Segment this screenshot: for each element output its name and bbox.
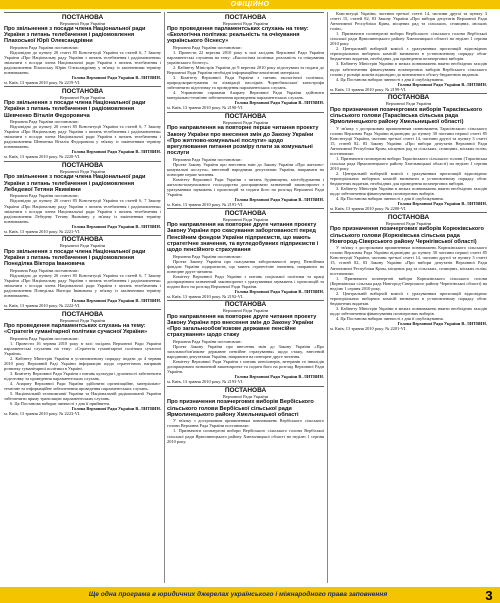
resolution-paragraph: 4. Ця Постанова набирає чинності з дня її опублікування. bbox=[336, 196, 444, 202]
resolution-heading: Про направлення на повторне друге читання проекту Закону України про внесення змін до Закону України «Про загальнообов'язкове державне пенсійне страхування» щодо стажу bbox=[167, 313, 317, 339]
resolution-issuer: Верховної Ради України bbox=[385, 101, 432, 107]
resolution-signature: Голова Верховної Ради України В. ЛИТВИН. bbox=[397, 81, 487, 87]
resolution-heading: Про звільнення з посади члена Національної ради України з питань телебачення і радіомовлення Понеділка Віктора Івановича bbox=[4, 248, 146, 268]
resolution-paragraph: У зв'язку з достроковим припиненням повноважень Вербіського сільського голови Верховна Рада України постановляє: bbox=[167, 418, 324, 429]
column-3 bbox=[330, 11, 487, 585]
resolution-paragraph: 2. Кабінету Міністрів України в установленому порядку подати до 4 червня 2010 року Верховній Раді України інформацію щодо стратегічних напрямів розвитку гуманітарної політики в Україні. bbox=[4, 355, 161, 372]
resolution-signature: Голова Верховної Ради України В. ЛИТВИН. bbox=[397, 201, 487, 207]
resolution-place-date: м. Київ, 13 травня 2010 року. № 2220-VI. bbox=[4, 154, 81, 160]
column-2 bbox=[167, 11, 324, 585]
resolution-title: ПОСТАНОВА bbox=[387, 213, 430, 221]
resolution-paragraph: 3. Комітету Верховної Ради України з питань екологічної політики, природокористування та ліквідації наслідків Чорнобильської катастрофи забезпечити підготовку та проведення парламентських слухань. bbox=[167, 75, 324, 91]
resolution-article bbox=[330, 212, 487, 331]
resolution-paragraph: Конституції України, частини третьої статті 14, частини другої та пункту 3 статті 15, статей 82, 83 Закону України «Про вибори депутатів Верховної Ради Автономної Республіки Крим, місцевих рад та сільських, селищних, міських голів». bbox=[330, 11, 487, 32]
resolution-issuer: Верховної Ради України bbox=[222, 120, 269, 125]
resolution-article bbox=[4, 235, 161, 308]
resolution-paragraph: 1. Призначити позачергові вибори Вербіського сільського голови Вербіської сільської ради Ярмолинецького району Хмельницької області на неділю 1 серпня 2010 року. bbox=[330, 31, 487, 47]
resolution-paragraph: Проект Закону України про внесення змін до Закону України «Про загальнообов'язкове державне пенсійне страхування» щодо стажу, внесений народними депутатами України, направити на повторне друге читання. bbox=[167, 344, 324, 360]
resolution-paragraph: 1. Призначити позачергові вибори Вербіського сільського голови Вербіської сільської ради Ярмолинецького району Хмельницької області на неділю 1 серпня 2010 року. bbox=[167, 428, 324, 444]
resolution-article bbox=[167, 112, 324, 208]
footer-bar bbox=[0, 587, 500, 603]
resolution-title: ПОСТАНОВА bbox=[61, 310, 104, 318]
resolution-issuer: Верховної Ради України bbox=[222, 216, 269, 222]
resolution-title: ПОСТАНОВА bbox=[224, 13, 267, 21]
resolution-paragraph: 1. Призначити позачергові вибори Корюківського сільського голови (Корюківська сільська рада Новгород-Сіверського району Чернігівської області) на неділю 1 серпня 2010 року. bbox=[330, 275, 487, 291]
resolution-paragraph: Верховна Рада України постановляє: bbox=[173, 253, 242, 259]
resolution-paragraph: 4. Апарату Верховної Ради України здійснити організаційне, матеріально-технічне та інформаційне забезпечення проведення парламентських слухань. bbox=[4, 381, 161, 392]
resolution-title: ПОСТАНОВА bbox=[224, 113, 267, 120]
resolution-article bbox=[4, 309, 161, 416]
resolution-signature: Голова Верховної Ради України В. ЛИТВИН. bbox=[71, 75, 161, 81]
resolution-paragraph: У зв'язку з достроковим припиненням повноважень Тарасівського сільського голови Верховна Рада України відповідно до пункту 30 частини першої статті 85 Конституції України, частини третьої статті 14, частини другої та пункту 3 статті 15, статей 82, 83 Закону України «Про вибори депутатів Верховної Ради Автономної Республіки Крим, місцевих рад та сільських, селищних, міських голів» постановляє: bbox=[330, 125, 487, 156]
resolution-issuer: Верховної Ради України bbox=[59, 317, 106, 323]
resolution-paragraph: Верховна Рада України постановляє: bbox=[10, 193, 79, 199]
page-number: 3 bbox=[485, 588, 493, 603]
resolution-issuer: Верховної Ради України bbox=[222, 308, 269, 314]
resolution-article bbox=[167, 386, 324, 444]
resolution-issuer: Верховної Ради України bbox=[385, 220, 432, 226]
resolution-paragraph: Верховна Рада України постановляє: bbox=[10, 119, 79, 125]
resolution-paragraph: Відповідно до пункту 20 статті 85 Конституції України та статей 6, 7 Закону України «Про Національну раду України з питань телебачення і радіомовлення» звільнити з посади члена Національної ради України з питань телебачення і радіомовлення Шевченка Віталія Федоровича у зв'язку із закінченням терміну повноважень. bbox=[4, 124, 161, 150]
resolution-paragraph: Відповідно до пункту 20 статті 85 Конституції України та статей 6, 7 Закону України «Про Національну раду України з питань телебачення і радіомовлення» звільнити з посади члена Національної ради України з питань телебачення і радіомовлення Лебедеву Тетяну Якимівну у зв'язку із закінченням терміну повноважень. bbox=[4, 198, 161, 224]
resolution-paragraph: 4. Управлінню справами Апарату Верховної Ради України здійснити матеріально-технічне забезпечення проведення парламентських слухань. bbox=[167, 90, 324, 101]
resolution-paragraph: Верховна Рада України постановляє: bbox=[173, 339, 242, 345]
resolution-paragraph: 2. Кабінету Міністрів України до 9 вересня 2010 року підготувати та подати до Верховної Ради України необхідні інформаційно-аналітичні матеріали. bbox=[167, 65, 324, 76]
resolution-signature: Голова Верховної Ради України В. ЛИТВИН. bbox=[71, 223, 161, 229]
resolution-paragraph: Верховна Рада України постановляє: bbox=[10, 335, 79, 341]
resolution-signature: Голова Верховної Ради України В. ЛИТВИН. bbox=[234, 374, 324, 380]
resolution-article bbox=[4, 86, 161, 159]
resolution-article bbox=[167, 208, 324, 299]
resolution-place-date: м. Київ, 13 травня 2010 року. № 2191-VI. bbox=[167, 202, 244, 208]
resolution-title: ПОСТАНОВА bbox=[61, 87, 104, 95]
resolution-paragraph: 2. Центральній виборчій комісії з урахуванням пропозицій відповідних територіальних виборчих комісій визначити в установленому порядку обсяг бюджетних видатків. bbox=[330, 290, 487, 306]
resolution-issuer: Верховної Ради України bbox=[59, 169, 106, 175]
columns bbox=[4, 11, 488, 585]
resolution-title: ПОСТАНОВА bbox=[387, 94, 430, 102]
resolution-signature: Голова Верховної Ради України В. ЛИТВИН. bbox=[234, 197, 324, 203]
section-label: ОФІЦІЙНО bbox=[230, 1, 270, 8]
resolution-paragraph: 3. Кабінету Міністрів України в межах повноважень вжити необхідних заходів щодо забезпечення фінансування позачергових виборів. bbox=[330, 305, 487, 316]
resolution-signature: Голова Верховної Ради України В. ЛИТВИН. bbox=[234, 288, 324, 294]
resolution-paragraph: 5. Національній телекомпанії України та Національній радіокомпанії України забезпечити пряму трансляцію парламентських слухань. bbox=[4, 391, 161, 402]
resolution-issuer: Верховної Ради України bbox=[59, 94, 106, 100]
resolution-article bbox=[330, 11, 487, 92]
resolution-paragraph: У зв'язку з достроковим припиненням повноважень Корюківського сільського голови Верховна Рада України відповідно до пункту 30 частини першої статті 85 Конституції України, частини третьої статті 14, частини другої та пункту 3 статті 15, статей 82, 83 Закону України «Про вибори депутатів Верховної Ради Автономної Республіки Крим, місцевих рад та сільських, селищних, міських голів» постановляє: bbox=[330, 245, 487, 276]
resolution-signature: Голова Верховної Ради України В. ЛИТВИН. bbox=[234, 100, 324, 106]
resolution-issuer: Верховної Ради України bbox=[222, 394, 269, 399]
resolution-issuer: Верховної Ради України bbox=[59, 20, 106, 26]
resolution-heading: Про направлення на повторне друге читання проекту Закону України про скасування заборгованості перед Пенсійним фондом України підприємств, що мають стратегічне значення, та вугледобувних підприємств і щодо пенсійного страхування bbox=[167, 222, 319, 253]
resolution-heading: Про призначення позачергових виборів Тарасівського сільського голови (Тарасівська сільська рада Ярмолинецького району Хмельницької області) bbox=[330, 106, 483, 126]
resolution-article bbox=[330, 93, 487, 212]
resolution-paragraph: Проект Закону України про скасування заборгованості перед Пенсійним фондом України підприємств, що мають стратегічне значення, направити на повторне друге читання. bbox=[167, 258, 324, 274]
resolution-paragraph: Верховна Рада України постановляє: bbox=[173, 156, 242, 162]
resolution-heading: Про проведення парламентських слухань на тему: «Екологічна політика: реальність та очікування українського біснесу» bbox=[167, 25, 309, 45]
resolution-paragraph: 2. Центральній виборчій комісії з урахуванням пропозицій відповідних територіальних виборчих комісій визначити в установленому порядку обсяг бюджетних видатків, необхідних для проведення позачергових виборів. bbox=[330, 171, 487, 187]
resolution-signature: Голова Верховної Ради України В. ЛИТВИН. bbox=[71, 297, 161, 303]
resolution-paragraph: Верховна Рада України постановляє: bbox=[10, 267, 79, 273]
resolution-paragraph: 3. Кабінету Міністрів України в межах повноважень вжити необхідних заходів щодо забезпечення фінансування позачергових виборів Вербіського сільського голови у розмірі коштів відповідно до визначеного обсягу бюджетних видатків. bbox=[330, 61, 487, 77]
resolution-paragraph: Комітету Верховної Ради України з питань будівництва, містобудування і житлово-комунального господарства доопрацювати зазначений законопроект з урахуванням зауважень і пропозицій та подати його на розгляд Верховної Ради України. bbox=[167, 176, 324, 198]
resolution-heading: Про призначення позачергових виборів Вербіського сільського голови Вербіської сільської ради Ярмолинецького району Хмельницької області bbox=[167, 399, 314, 418]
resolution-title: ПОСТАНОВА bbox=[61, 13, 104, 21]
resolution-paragraph: 3. Кабінету Міністрів України в межах повноважень вжити необхідних заходів щодо забезпечення фінансування позачергових виборів. bbox=[330, 186, 487, 197]
resolution-paragraph: 1. Провести 16 червня 2010 року в залі засідань Верховної Ради України парламентські слухання на тему: «Стратегія гуманітарної політики сучасної України». bbox=[4, 340, 161, 356]
resolution-place-date: м. Київ, 13 травня 2010 року. № 2222-VI. bbox=[4, 303, 81, 309]
resolution-heading: Про звільнення з посади члена Національної ради України з питань телебачення і радіомовлення Шевченко Віталія Федоровича bbox=[4, 100, 146, 119]
resolution-paragraph: Відповідно до пункту 20 статті 85 Конституції України та статей 6, 7 Закону України «Про Національну раду України з питань телебачення і радіомовлення» звільнити з посади члена Національної ради України з питань телебачення і радіомовлення Плахоську Юрію Олександрівну у зв'язку із закінченням терміну повноважень. bbox=[4, 49, 161, 76]
resolution-paragraph: 4. Ця Постанова набирає чинності з дня її опублікування. bbox=[336, 315, 444, 321]
resolution-place-date: м. Київ, 13 травня 2010 року. № 2219-VI. bbox=[4, 80, 81, 86]
resolution-paragraph: Комітету Верховної Ради України з питань пенсіонерів, ветеранів та інвалідів доопрацювати зазначений законопроект та подати його на розгляд Верховної Ради України. bbox=[167, 359, 324, 375]
resolution-heading: Про направлення на повторне перше читання проекту Закону України про внесення змін до Закону України «Про житлово-комунальні послуги» щодо врегулювання питання розміру плати за комунальні послуги bbox=[167, 125, 319, 157]
resolution-title: ПОСТАНОВА bbox=[61, 236, 104, 244]
resolution-paragraph: Верховна Рада України постановляє: bbox=[10, 44, 79, 50]
resolution-place-date: м. Київ, 13 травня 2010 року. № 2193-VI. bbox=[167, 379, 244, 385]
resolution-article bbox=[4, 12, 161, 85]
footer-slogan: Ще одна програма в юридичних джерелах українського і міжнародного права заповнення bbox=[88, 591, 388, 598]
resolution-place-date: м. Київ, 13 травня 2010 року. № 2201-VI. bbox=[330, 326, 407, 332]
resolution-title: ПОСТАНОВА bbox=[224, 209, 267, 217]
resolution-article bbox=[4, 161, 161, 234]
resolution-place-date: м. Київ, 13 травня 2010 року. № 2190-VI. bbox=[167, 105, 244, 111]
resolution-article bbox=[167, 300, 324, 385]
resolution-paragraph: 6. Ця Постанова набирає чинності з дня її прийняття. bbox=[10, 401, 110, 407]
resolution-heading: Про звільнення з посади члена Національної ради України з питань телебачення і радіомовлення Плахоської Юрії Олександрівни bbox=[4, 25, 146, 45]
resolution-place-date: м. Київ, 13 травня 2010 року. № 2192-VI. bbox=[167, 293, 244, 299]
resolution-paragraph: 1. Призначити позачергові вибори Тарасівського сільського голови (Тарасівська сільська рада Ярмолинецького району Хмельницької області) на неділю 1 серпня 2010 року. bbox=[330, 155, 487, 172]
resolution-paragraph: Комітету Верховної Ради України з питань соціальної політики та праці доопрацювати зазначений законопроект з урахуванням зауважень і пропозицій та подати його на розгляд Верховної Ради України. bbox=[167, 273, 324, 289]
resolution-paragraph: Відповідно до пункту 20 статті 85 Конституції України та статей 6, 7 Закону України «Про Національну раду України з питань телебачення і радіомовлення» звільнити з посади члена Національної ради України з питань телебачення і радіомовлення Понеділка Віктора Івановича у зв'язку із закінченням терміну повноважень. bbox=[4, 272, 161, 298]
column-1 bbox=[4, 11, 161, 585]
resolution-issuer: Верховної Ради України bbox=[59, 243, 106, 249]
resolution-place-date: м. Київ, 13 травня 2010 року. № 2223-VI. bbox=[4, 411, 81, 417]
resolution-place-date: м. Київ, 13 травня 2010 року. № 2199-VI. bbox=[330, 86, 407, 92]
resolution-heading: Про проведення парламентських слухань на тему: «Стратегія гуманітарної політики сучасної України» bbox=[4, 322, 148, 336]
resolution-place-date: м. Київ, 13 травня 2010 року. № 2200-VI. bbox=[330, 206, 407, 212]
resolution-paragraph: 2. Центральній виборчій комісії з урахуванням пропозицій відповідних територіальних виборчих комісій визначити в установленому порядку обсяг бюджетних видатків, необхідних для проведення позачергових виборів. bbox=[330, 46, 487, 62]
resolution-paragraph: 4. Ця Постанова набирає чинності з дня її опублікування. bbox=[336, 76, 444, 82]
resolution-signature: Голова Верховної Ради України В. ЛИТВИН. bbox=[71, 149, 161, 155]
resolution-paragraph: 3. Комітету Верховної Ради України з питань культури і духовності забезпечити підготовку та проведення парламентських слухань. bbox=[4, 371, 161, 382]
resolution-paragraph: Проект Закону України про внесення змін до Закону України «Про житлово-комунальні послуги», внесений народними депутатами України, направити на повторне перше читання. bbox=[167, 161, 324, 177]
resolution-paragraph: Верховна Рада України постановляє: bbox=[173, 44, 242, 50]
resolution-signature: Голова Верховної Ради України В. ЛИТВИН. bbox=[397, 321, 487, 327]
resolution-issuer: Верховної Ради України bbox=[222, 20, 269, 26]
resolution-place-date: м. Київ, 13 травня 2010 року. № 2221-VI. bbox=[4, 228, 81, 234]
resolution-article bbox=[167, 12, 324, 111]
resolution-title: ПОСТАНОВА bbox=[224, 387, 267, 394]
resolution-signature: Голова Верховної Ради України В. ЛИТВИН. bbox=[71, 406, 161, 412]
resolution-heading: Про звільнення з посади члена Національної ради України з питань телебачення і радіомовлення Лебедевої Тетяни Якимівни bbox=[4, 174, 146, 193]
resolution-title: ПОСТАНОВА bbox=[224, 301, 267, 309]
resolution-title: ПОСТАНОВА bbox=[61, 162, 104, 170]
resolution-paragraph: 1. Провести 22 вересня 2010 року в залі засідань Верховної Ради України парламентські слухання на тему: «Екологічна політика: реальність та очікування українського біснесу». bbox=[167, 49, 324, 66]
resolution-heading: Про призначення позачергових виборів Корюківського сільського голови (Корюківська сільська рада Новгород-Сіверського району Чернігівської області) bbox=[330, 226, 484, 245]
